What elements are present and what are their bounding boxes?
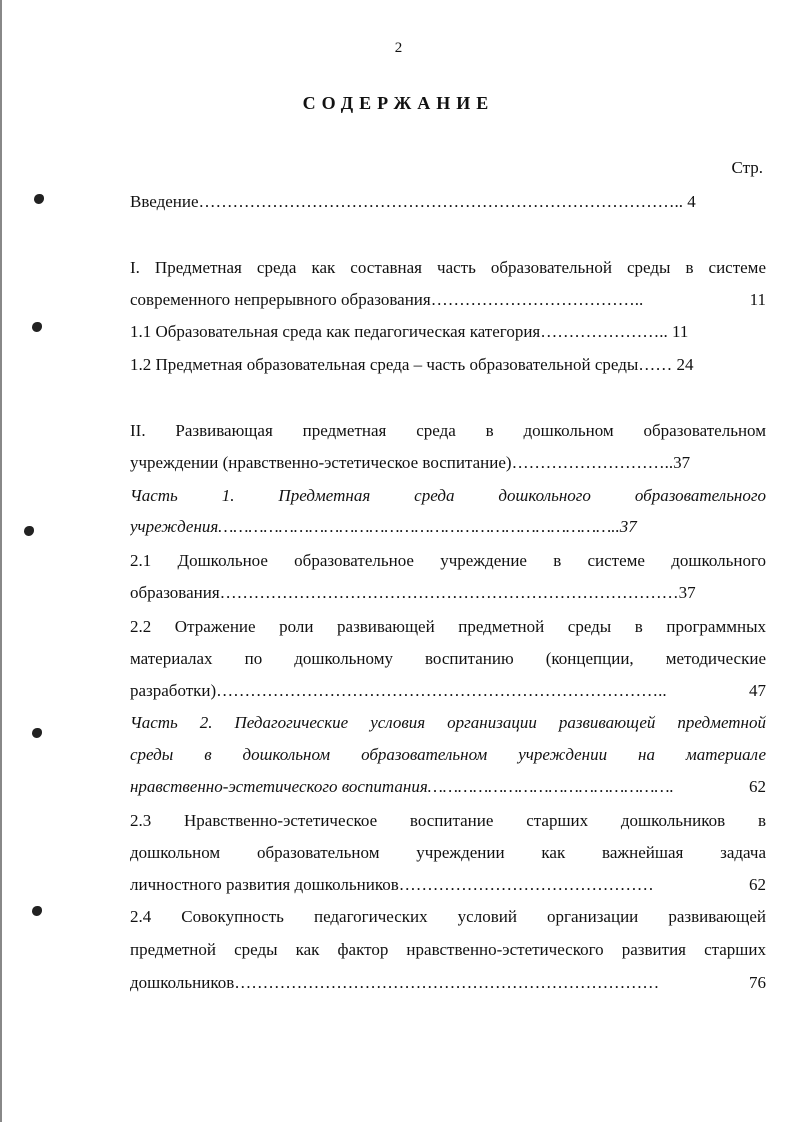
toc-entry-1-2: 1.2 Предметная образовательная среда – часть образовательной среды…… 24 (130, 355, 694, 374)
toc-entry-part-2-cont: среды в дошкольном образовательном учреждении на материале (130, 745, 766, 764)
toc-page-number: 47 (745, 681, 766, 701)
toc-entry-1-1: 1.1 Образовательная среда как педагогическая категория………………….. 11 (130, 322, 689, 341)
toc-entry-2-4-end: дошкольников………………………………………………………………… 76 (130, 973, 766, 992)
toc-entry-2-4: 2.4 Совокупность педагогических условий организации развивающей (130, 907, 766, 926)
toc-entry-2-3: 2.3 Нравственно-эстетическое воспитание старших дошкольников в (130, 811, 766, 830)
scan-speck (34, 194, 44, 204)
toc-entry-2-2-end: разработки)…………………………………………………………………….. 47 (130, 681, 766, 700)
scan-edge (0, 0, 2, 1122)
toc-entry-part-1-cont: учреждения……………………………………………………………………..37 (130, 517, 637, 536)
toc-entry-part-2-end: нравственно-эстетического воспитания…………………………………………. 62 (130, 777, 766, 796)
toc-entry-2-3-end: личностного развития дошкольников……………………………………… 62 (130, 875, 766, 894)
toc-page-number: 62 (745, 875, 766, 895)
toc-entry-2-1-cont: образования………………………………………………………………………37 (130, 583, 696, 602)
toc-page-number: 76 (745, 973, 766, 993)
toc-entry-introduction: Введение………………………………………………………………………….. 4 (130, 192, 696, 211)
toc-entry-2-1: 2.1 Дошкольное образовательное учреждение в системе дошкольного (130, 551, 766, 570)
toc-page-number: 62 (745, 777, 766, 797)
toc-entry-part-1: Часть 1. Предметная среда дошкольного образовательного (130, 486, 766, 505)
scan-speck (32, 728, 42, 738)
toc-entry-2-3-cont: дошкольном образовательном учреждении как важнейшая задача (130, 843, 766, 862)
scan-speck (32, 322, 42, 332)
scan-speck (32, 906, 42, 916)
toc-entry-2-2: 2.2 Отражение роли развивающей предметной среды в программных (130, 617, 766, 636)
toc-page-number: 11 (746, 290, 766, 310)
toc-entry-2-2-cont: материалах по дошкольному воспитанию (концепции, методические (130, 649, 766, 668)
page-number: 2 (394, 40, 403, 56)
toc-entry-chapter-1: I. Предметная среда как составная часть образовательной среды в системе (130, 258, 766, 277)
toc-entry-part-2: Часть 2. Педагогические условия организации развивающей предметной (130, 713, 766, 732)
page-title: СОДЕРЖАНИЕ (302, 93, 495, 113)
toc-entry-chapter-2-cont: учреждении (нравственно-эстетическое воспитание)………………………..37 (130, 453, 691, 472)
toc-entry-2-4-cont: предметной среды как фактор нравственно-эстетического развития старших (130, 940, 766, 959)
scan-speck (24, 526, 34, 536)
toc-entry-chapter-2: II. Развивающая предметная среда в дошкольном образовательном (130, 421, 766, 440)
toc-entry-chapter-1-cont: современного непрерывного образования……………………………….. 11 (130, 290, 766, 309)
page-column-label: Стр. (731, 158, 763, 177)
